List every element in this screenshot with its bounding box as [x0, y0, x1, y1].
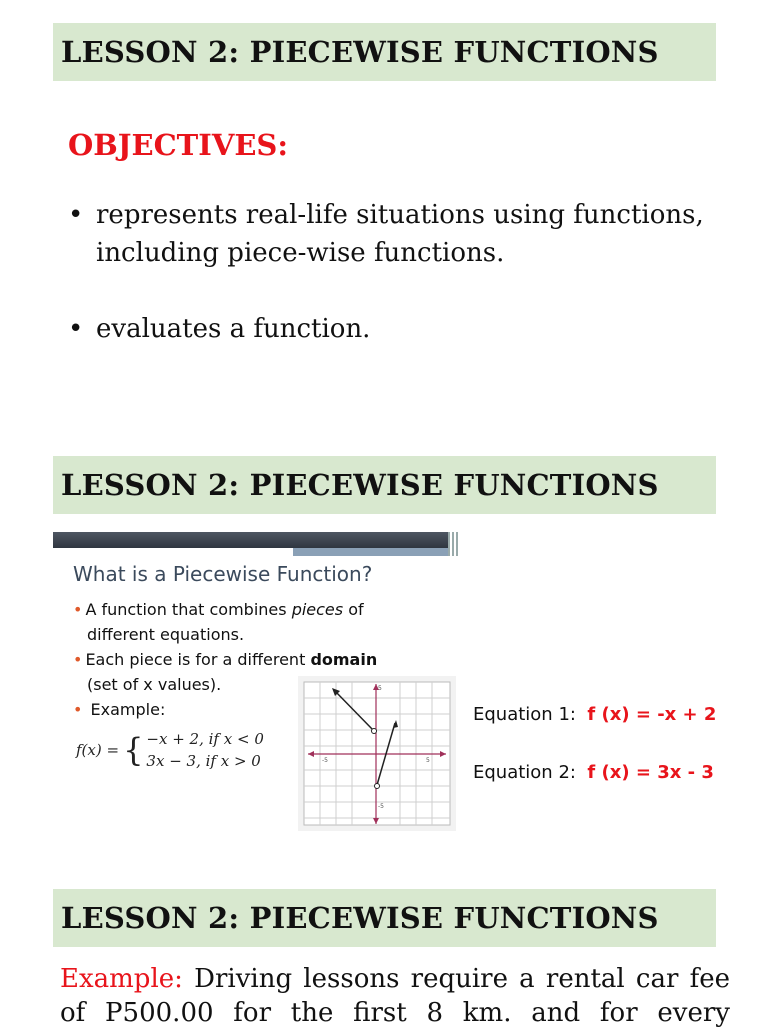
slide-bullet-1: • A function that combines pieces of	[73, 600, 364, 619]
bullet-icon: •	[68, 314, 84, 344]
example-label: Example:	[60, 964, 183, 994]
piece-2-endpoint	[375, 784, 380, 789]
piecewise-graph	[298, 676, 456, 831]
objectives-heading: OBJECTIVES:	[68, 128, 289, 162]
objective-text: represents real-life situations using functions, including piece-wise functions.	[96, 200, 704, 268]
slide-header-bar	[53, 532, 455, 548]
example-paragraph	[60, 962, 730, 1030]
objective-item	[68, 310, 728, 348]
objectives-list	[68, 196, 728, 386]
slide-title: What is a Piecewise Function?	[73, 562, 373, 586]
bullet-icon: •	[68, 200, 84, 230]
slide-bullet-2: • Each piece is for a different domain	[73, 650, 378, 669]
svg-text:-5: -5	[378, 803, 384, 810]
lesson-banner-1: LESSON 2: PIECEWISE FUNCTIONS	[53, 23, 716, 81]
svg-text:5: 5	[378, 685, 382, 692]
objective-item	[68, 196, 728, 272]
piecewise-formula: f(x) = { −x + 2, if x < 0 3x − 3, if x > 0	[76, 730, 264, 770]
piece-1-endpoint	[372, 729, 377, 734]
slide-bullet-list: • A function that combines pieces of different equations. • Each piece is for a different domain (set of x values). • Example:	[73, 597, 453, 722]
lesson-banner-2: LESSON 2: PIECEWISE FUNCTIONS	[53, 456, 716, 514]
slide-stripes	[448, 532, 458, 556]
svg-text:5: 5	[426, 757, 430, 764]
slide-bullet-3: • Example:	[73, 700, 166, 719]
lesson-banner-3: LESSON 2: PIECEWISE FUNCTIONS	[53, 889, 716, 947]
svg-text:-5: -5	[322, 757, 328, 764]
equation-1: Equation 1: f (x) = -x + 2	[473, 704, 717, 725]
slide-accent-bar	[293, 548, 455, 556]
equation-2: Equation 2: f (x) = 3x - 3	[473, 762, 714, 783]
objective-text: evaluates a function.	[96, 314, 371, 344]
example-text: Driving lessons require a rental car fee of P500.00 for the first 8 km. and for every	[60, 964, 731, 1028]
